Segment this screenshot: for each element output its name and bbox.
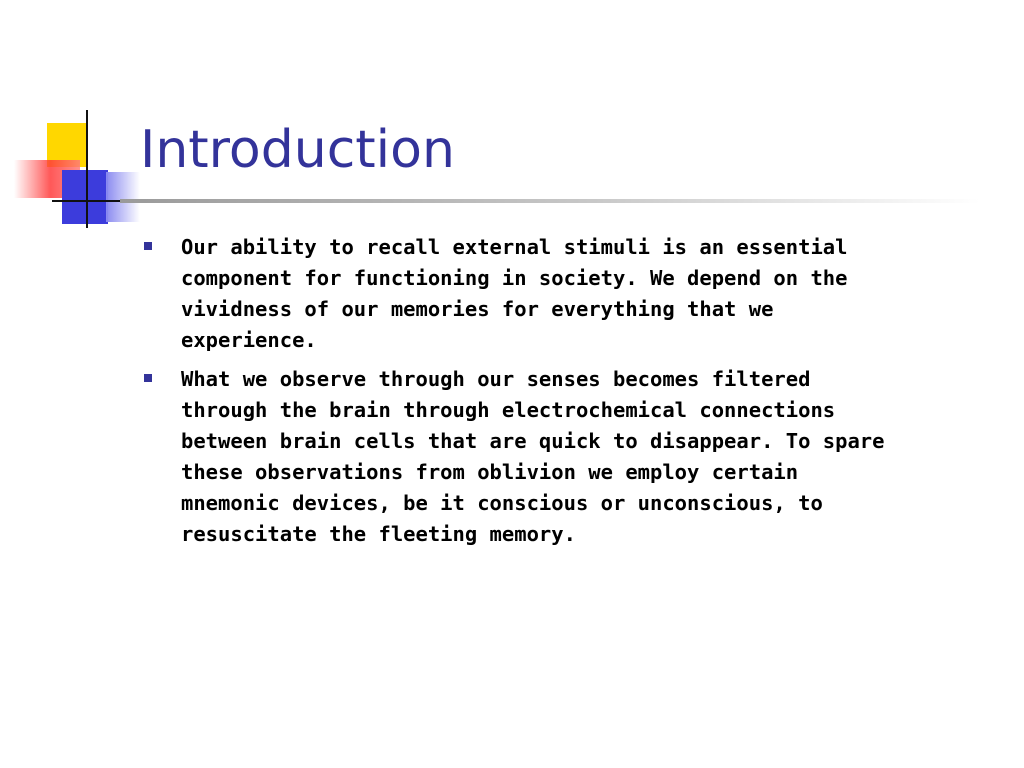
bullet-item — [144, 364, 1004, 550]
square-bullet-icon — [144, 374, 152, 382]
bullet-text: What we observe through our senses becomes filtered through the brain through electrochemical connections between brain cells that are quick to disappear. To spare these observations from oblivion we employ certain mnemonic devices, be it conscious or unconscious, to resuscitate the fleeting memory. — [181, 367, 885, 546]
bullet-item — [144, 232, 1004, 356]
bullet-list — [144, 232, 1004, 558]
title-underline — [120, 199, 980, 203]
slide-title: Introduction — [140, 120, 455, 180]
square-bullet-icon — [144, 242, 152, 250]
bullet-text: Our ability to recall external stimuli is an essential component for functioning in society. We depend on the vividness of our memories for everything that we experience. — [181, 235, 848, 352]
blue-square — [62, 170, 108, 224]
horizontal-line — [52, 200, 122, 202]
decorative-squares-logo — [0, 0, 140, 240]
vertical-line — [86, 110, 88, 228]
blue-fade-square — [106, 172, 140, 222]
